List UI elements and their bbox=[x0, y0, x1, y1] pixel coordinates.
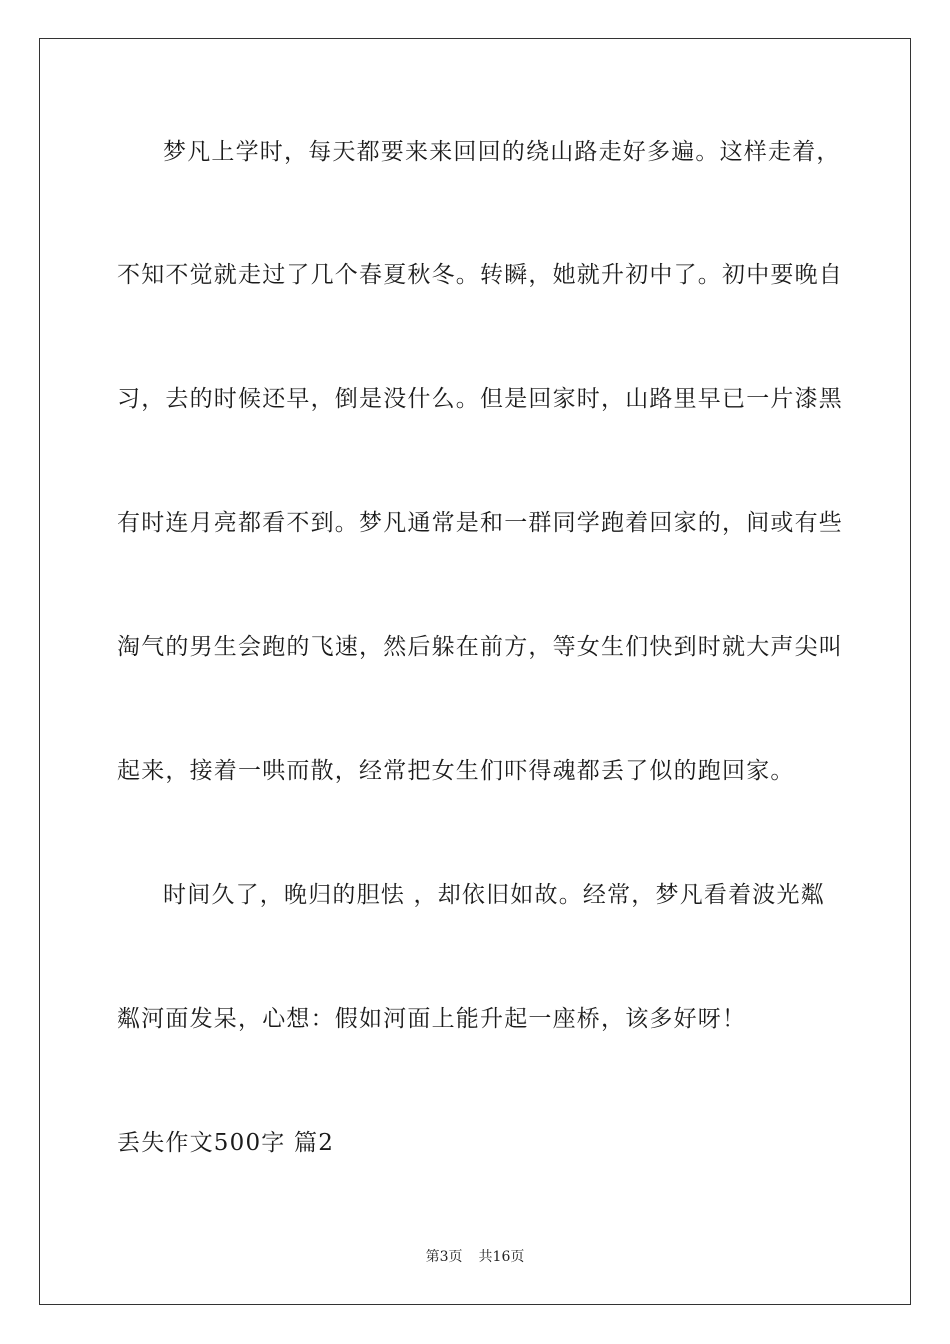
paragraph-line-6: 起来，接着一哄而散，经常把女生们吓得魂都丢了似的跑回家。 bbox=[117, 758, 795, 784]
paragraph-line-5: 淘气的男生会跑的飞速，然后躲在前方，等女生们快到时就大声尖叫 bbox=[117, 634, 843, 660]
page-number: 第3页 bbox=[425, 1249, 463, 1265]
page-border bbox=[39, 38, 911, 1305]
paragraph-line-4: 有时连月亮都看不到。梦凡通常是和一群同学跑着回家的，间或有些 bbox=[117, 510, 843, 536]
section-heading: 丢失作文500字 篇2 bbox=[117, 1130, 335, 1156]
paragraph-line-2: 不知不觉就走过了几个春夏秋冬。转瞬，她就升初中了。初中要晚自 bbox=[117, 262, 843, 288]
paragraph-line-8: 粼河面发呆，心想：假如河面上能升起一座桥，该多好呀！ bbox=[117, 1006, 747, 1032]
paragraph-line-7: 时间久了，晚归的胆怯 ，却依旧如故。经常，梦凡看着波光粼 bbox=[163, 882, 825, 908]
paragraph-line-1: 梦凡上学时，每天都要来来回回的绕山路走好多遍。这样走着， bbox=[163, 139, 841, 165]
page-total: 共16页 bbox=[478, 1249, 525, 1265]
page-footer bbox=[0, 1248, 950, 1266]
paragraph-line-3: 习，去的时候还早，倒是没什么。但是回家时，山路里早已一片漆黑 bbox=[117, 386, 843, 412]
